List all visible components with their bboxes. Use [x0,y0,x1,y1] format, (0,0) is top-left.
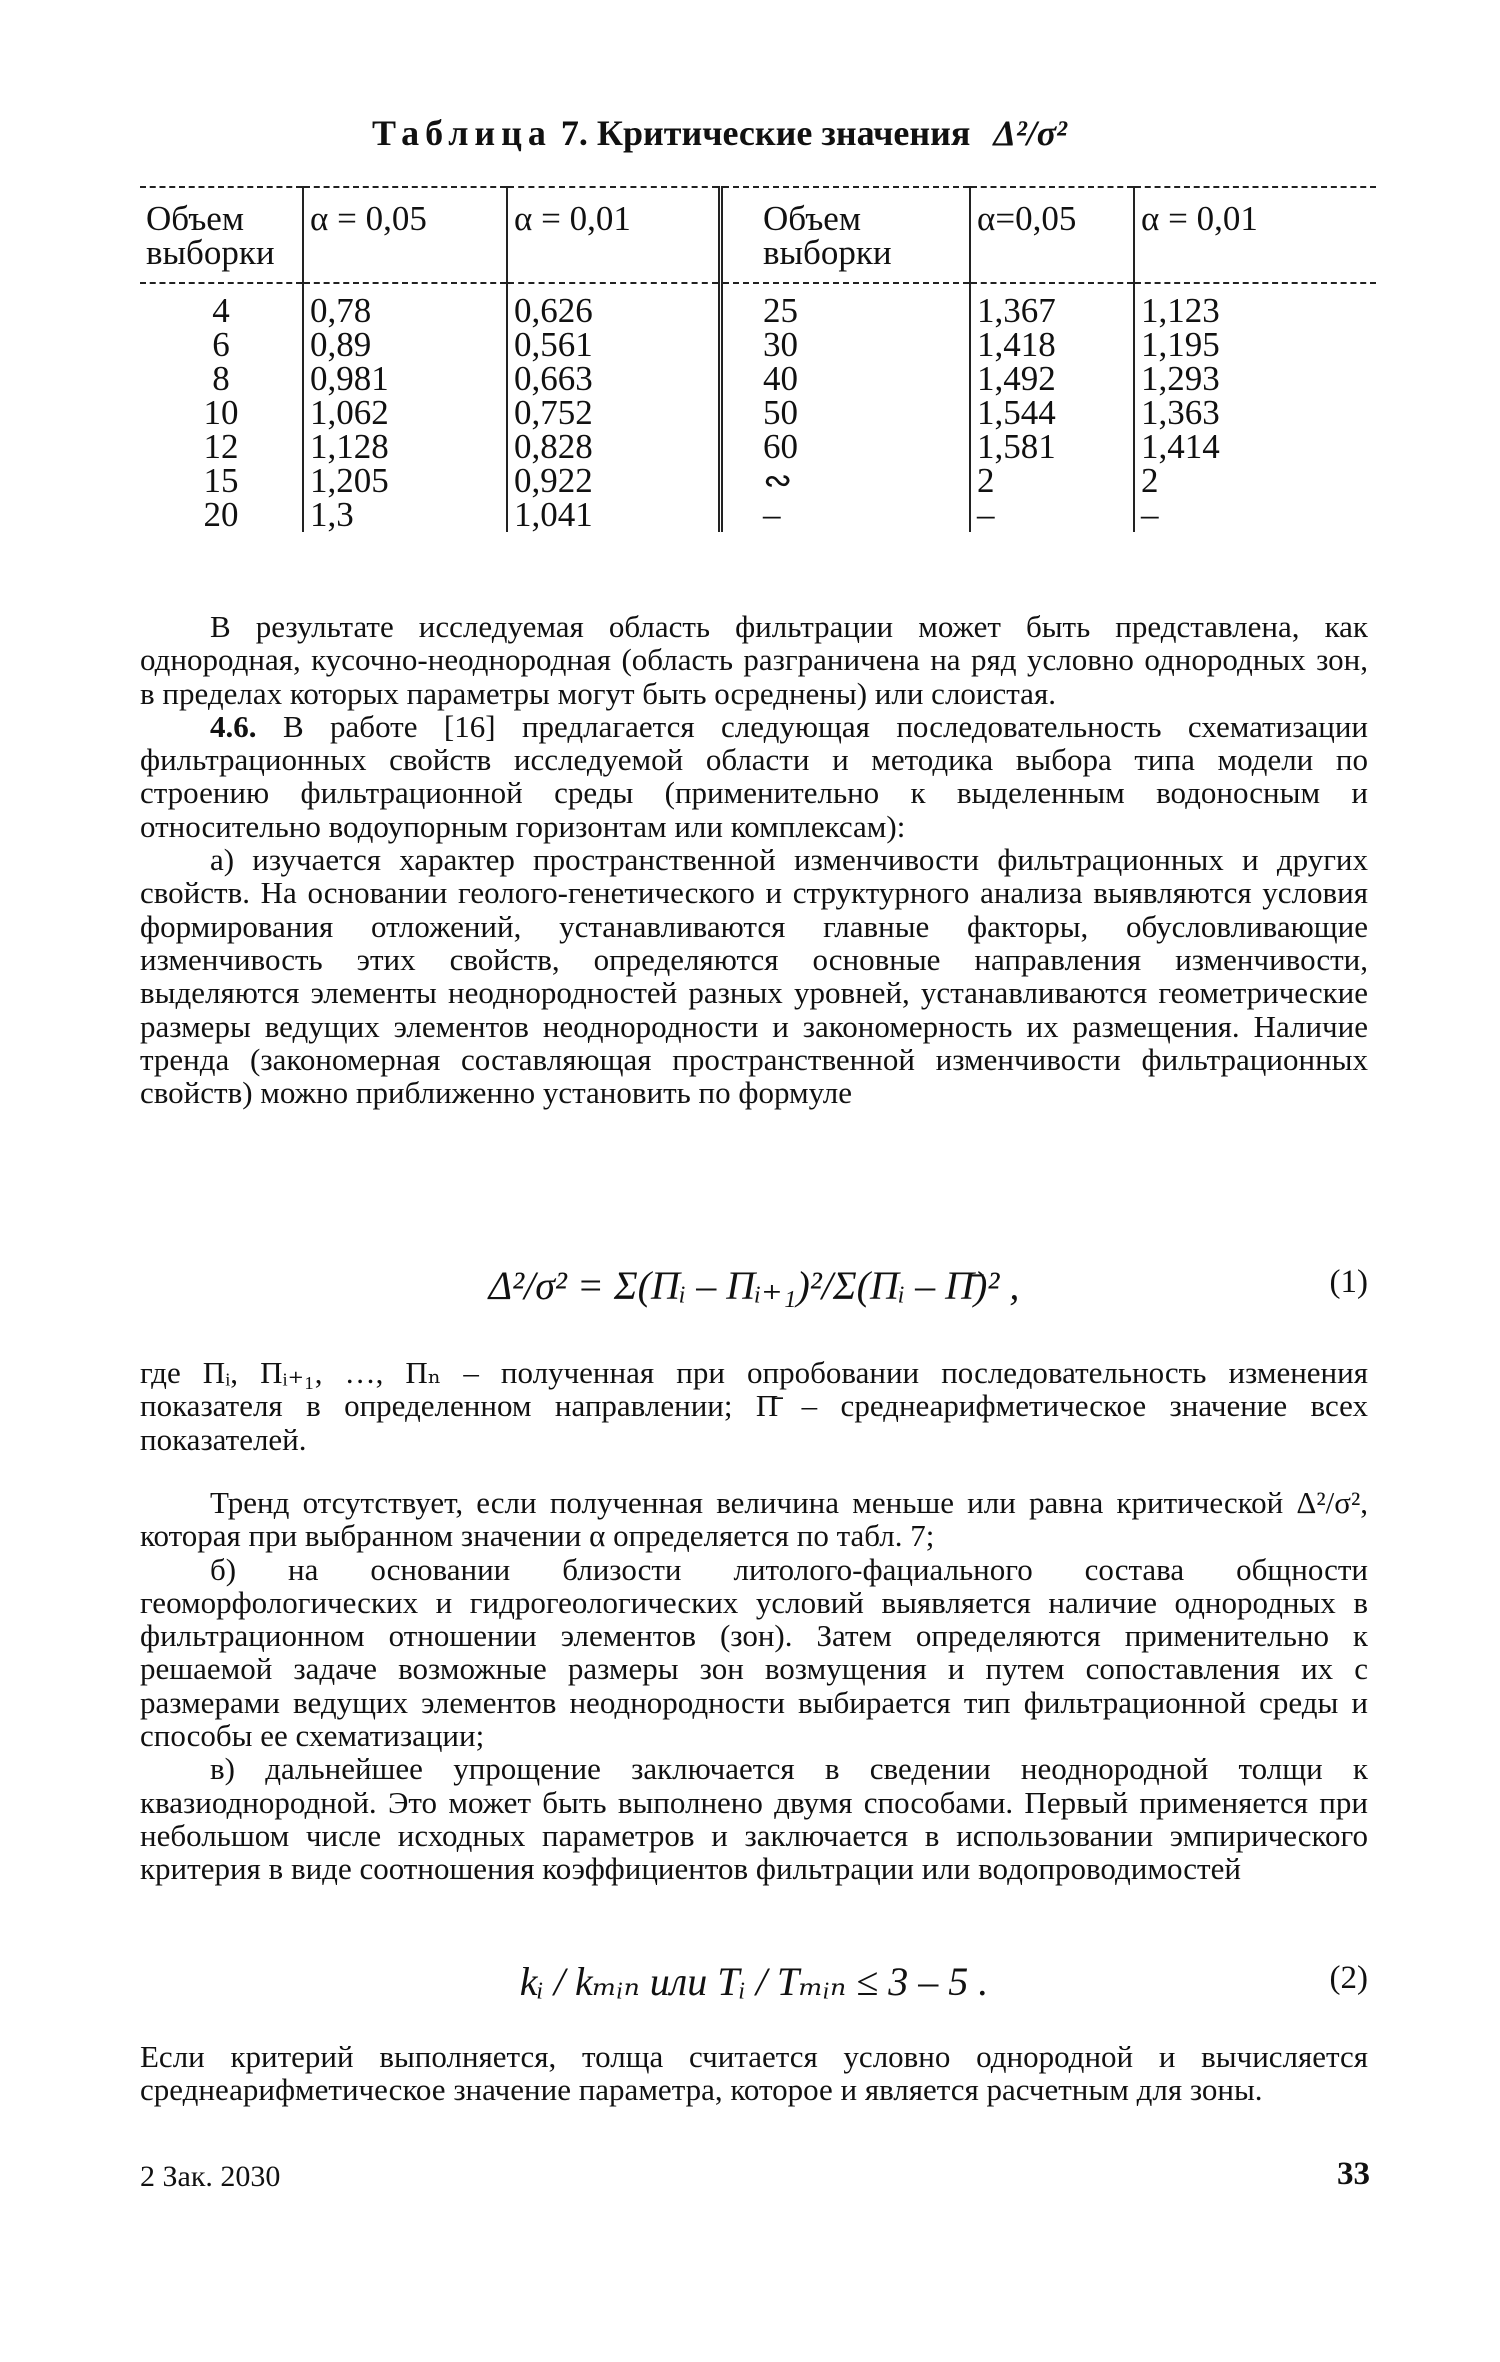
cell-alpha-001-1: 0,752 [507,396,721,430]
table-caption-text: Критические значения [596,113,971,153]
text-block-2 [140,1356,1368,1456]
paragraph-result: В результате исследуемая область фильтрации может быть представлена, как однородная, кусочно-неоднородная (область разграничена на ряд условно однородных зон, в пределах которых параметры могут быть осреднены) или слоистая. [140,609,1368,711]
text-block-4 [140,2040,1368,2107]
cell-alpha-001-2: 1,363 [1134,396,1376,430]
cell-alpha-001-1: 0,663 [507,362,721,396]
cell-alpha-001-1: 0,561 [507,328,721,362]
cell-alpha-005-1: 1,128 [303,430,507,464]
cell-sample-size-1: 6 [212,325,230,364]
col-header-sample-size-1: Объем выборки [140,187,303,283]
cell-alpha-001-1: 0,922 [507,464,721,498]
cell-sample-size-2: 25 [721,283,971,328]
cell-alpha-001-1: 1,041 [507,498,721,532]
cell-sample-size-2: 60 [721,430,971,464]
cell-sample-size-1: 15 [203,461,239,500]
cell-alpha-005-1: 0,78 [303,283,507,328]
cell-alpha-001-1: 0,626 [507,283,721,328]
cell-alpha-005-2: 1,581 [970,430,1134,464]
formula-1-number: (1) [1329,1264,1368,1300]
col-header-alpha-005-2: α=0,05 [970,187,1134,283]
table-row [140,498,1376,532]
formula-2-number: (2) [1329,1960,1368,1996]
formula-2 [140,1958,1368,2008]
cell-alpha-005-2: 1,418 [970,328,1134,362]
cell-alpha-001-2: 2 [1134,464,1376,498]
text-block-1 [140,610,1368,1109]
table-header-row [140,187,1376,283]
page-number: 33 [1337,2156,1370,2192]
formula-1-expression: Δ²/σ² = Σ(Пᵢ – Пᵢ₊₁)²/Σ(Пᵢ – П̄)² , [488,1263,1020,1308]
cell-sample-size-1: 8 [212,359,230,398]
col-header-alpha-001-1: α = 0,01 [507,187,721,283]
cell-alpha-001-2: 1,195 [1134,328,1376,362]
cell-alpha-001-2: – [1134,498,1376,532]
cell-alpha-005-2: 1,367 [970,283,1134,328]
cell-alpha-005-1: 0,89 [303,328,507,362]
cell-alpha-001-2: 1,123 [1134,283,1376,328]
formula-1 [140,1262,1368,1312]
table-row [140,430,1376,464]
cell-sample-size-1: 12 [203,427,239,466]
cell-alpha-005-2: – [970,498,1134,532]
print-signature: 2 Зак. 2030 [140,2160,281,2193]
col-header-alpha-001-2: α = 0,01 [1134,187,1376,283]
cell-alpha-005-2: 1,544 [970,396,1134,430]
table-row [140,396,1376,430]
cell-alpha-001-1: 0,828 [507,430,721,464]
cell-alpha-005-2: 1,492 [970,362,1134,396]
cell-alpha-005-2: 2 [970,464,1134,498]
table-row [140,328,1376,362]
cell-sample-size-2: 50 [721,396,971,430]
table-caption-number: 7. [560,113,588,153]
table-body [140,283,1376,532]
paragraph-where: где Пᵢ, Пᵢ₊₁, …, Пₙ – полученная при опробовании последовательность изменения показателя в определенном направлении; П̄ – среднеарифметическое значение всех показателей. [140,1355,1368,1457]
paragraph-4-6-text: В работе [16] предлагается следующая последовательность схематизации фильтрационных свойств исследуемой области и методика выбора типа модели по строению фильтрационной среды (применительно к выделенным водоносным и относительно водоупорным горизонтам или комплексам): [140,708,1368,844]
table-row [140,283,1376,328]
critical-values-table [140,186,1376,532]
table-row [140,362,1376,396]
section-number: 4.6. [210,708,257,744]
text-block-3 [140,1486,1368,1886]
paragraph-trend: Тренд отсутствует, если полученная величина меньше или равна критической Δ²/σ², которая при выбранном значении α определяется по табл. 7; [140,1485,1368,1554]
cell-alpha-001-2: 1,414 [1134,430,1376,464]
cell-sample-size-2: ∾ [721,464,971,498]
table-caption [372,112,1272,154]
cell-sample-size-2: 40 [721,362,971,396]
cell-sample-size-1: 4 [212,291,230,330]
cell-alpha-005-1: 0,981 [303,362,507,396]
cell-alpha-005-1: 1,3 [303,498,507,532]
cell-sample-size-1: 10 [203,393,239,432]
cell-sample-size-2: – [721,498,971,532]
table-row [140,464,1376,498]
table-caption-label: Таблица [372,113,552,153]
paragraph-criterion: Если критерий выполняется, толща считается условно однородной и вычисляется среднеарифметическое значение параметра, которое и является расчетным для зоны. [140,2039,1368,2108]
paragraph-item-b: б) на основании близости литолого-фациального состава общности геоморфологических и гидрогеологических условий выявляется наличие однородных в фильтрационном отношении элементов (зон). Затем определяются применительно к решаемой задаче возможные размеры зон возмущения и путем сопоставления их с размерами ведущих элементов неоднородности выбирается тип фильтрационной среды и способы ее схематизации; [140,1551,1368,1754]
cell-sample-size-1: 20 [203,495,239,534]
cell-alpha-001-2: 1,293 [1134,362,1376,396]
paragraph-4-6 [140,710,1368,843]
formula-2-expression: kᵢ / kₘᵢₙ или Tᵢ / Tₘᵢₙ ≤ 3 – 5 . [519,1959,989,2004]
table-caption-formula: Δ²/σ² [993,113,1067,153]
cell-alpha-005-1: 1,062 [303,396,507,430]
col-header-alpha-005-1: α = 0,05 [303,187,507,283]
cell-sample-size-2: 30 [721,328,971,362]
cell-alpha-005-1: 1,205 [303,464,507,498]
paragraph-item-a: а) изучается характер пространственной изменчивости фильтрационных и других свойств. На основании геолого-генетического и структурного анализа выявляются условия формирования отложений, устанавливаются главные факторы, обусловливающие изменчивость этих свойств, определяются основные направления изменчивости, выделяются элементы неоднородностей разных уровней, устанавливаются геометрические размеры ведущих элементов неоднородности и закономерность их размещения. Наличие тренда (закономерная составляющая пространственной изменчивости фильтрационных свойств) можно приближенно установить по формуле [140,842,1368,1111]
paragraph-item-v: в) дальнейшее упрощение заключается в сведении неоднородной толщи к квазиоднородной. Это может быть выполнено двумя способами. Первый применяется при небольшом числе исходных параметров и заключается в использовании эмпирического критерия в виде соотношения коэффициентов фильтрации или водопроводимостей [140,1751,1368,1887]
col-header-sample-size-2: Объем выборки [721,187,971,283]
